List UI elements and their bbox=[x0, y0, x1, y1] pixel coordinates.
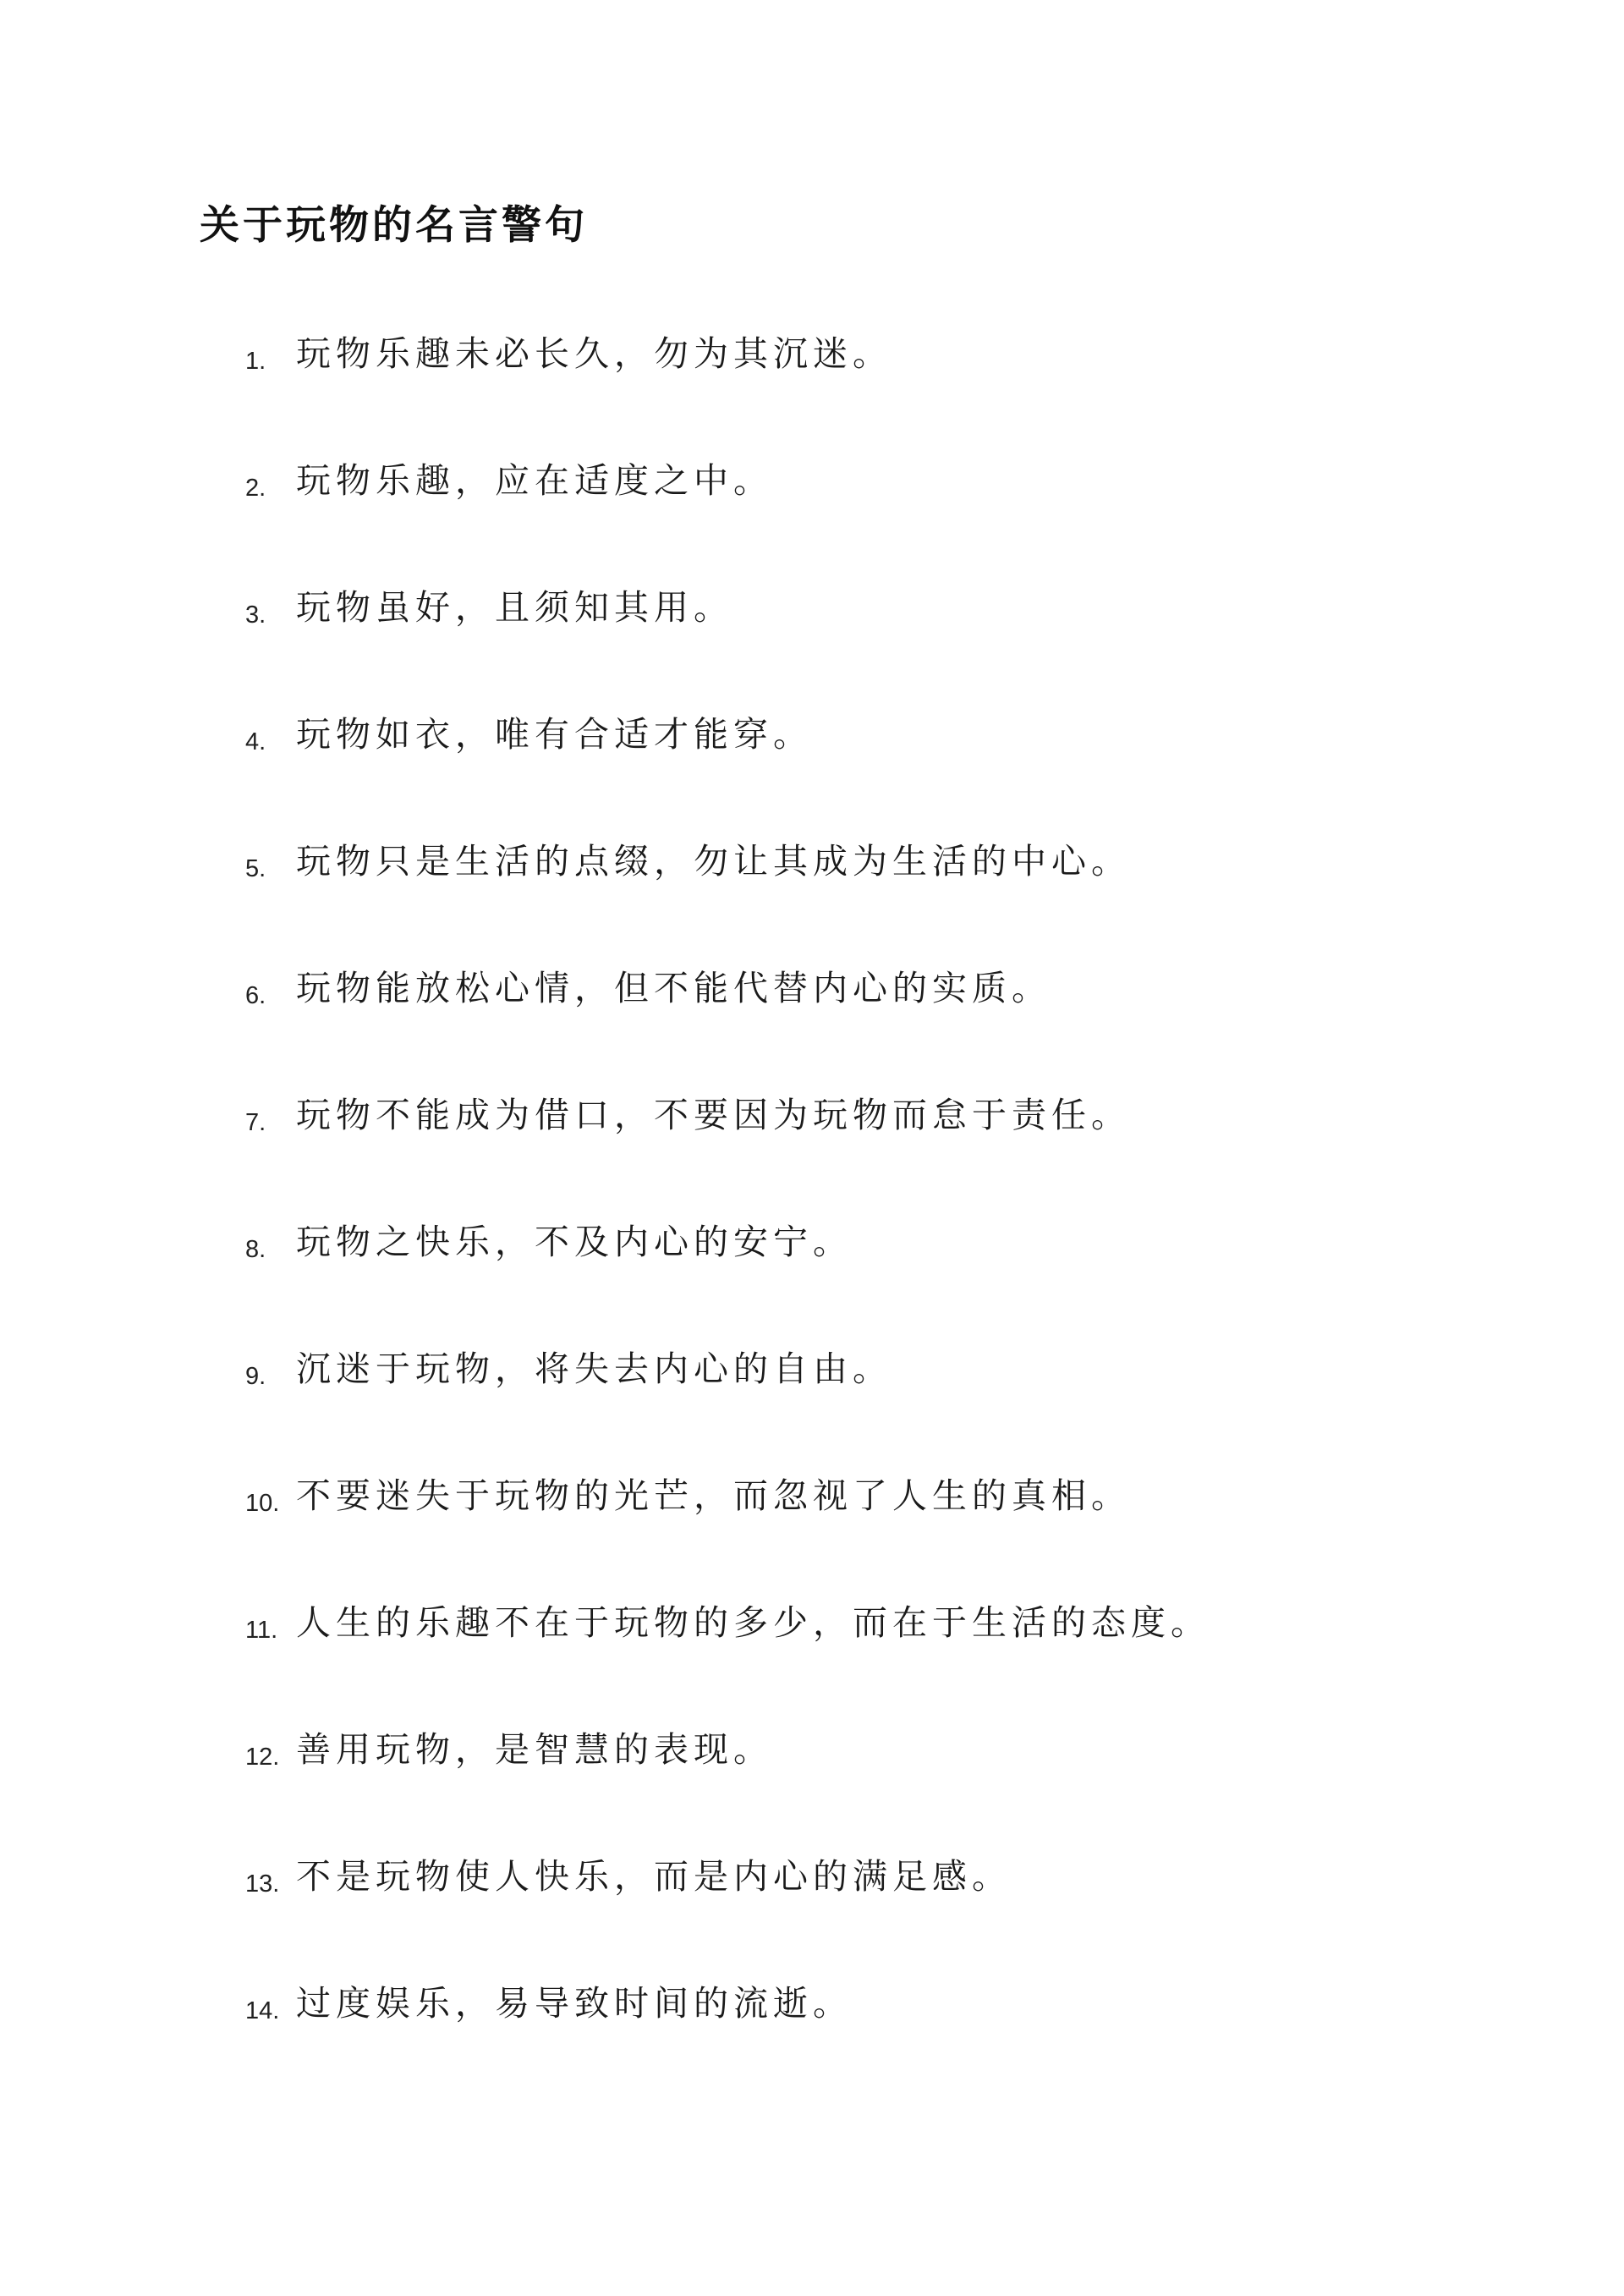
quote-item bbox=[245, 1719, 1429, 1778]
quote-number: 13. bbox=[245, 1870, 280, 1898]
quote-text: 不要迷失于玩物的光芒，而忽视了人生的真相。 bbox=[296, 1475, 1131, 1516]
quote-text: 不是玩物使人快乐，而是内心的满足感。 bbox=[296, 1856, 1012, 1897]
quote-text: 善用玩物，是智慧的表现。 bbox=[296, 1729, 773, 1770]
quote-number: 3. bbox=[245, 601, 266, 629]
quote-text: 沉迷于玩物，将失去内心的自由。 bbox=[296, 1348, 892, 1389]
quote-text: 玩物之快乐，不及内心的安宁。 bbox=[296, 1222, 853, 1262]
quote-item bbox=[245, 1592, 1429, 1651]
quote-text: 玩物如衣，唯有合适才能穿。 bbox=[296, 714, 813, 755]
quote-number: 1. bbox=[245, 348, 266, 375]
quote-item bbox=[245, 323, 1429, 382]
quote-item bbox=[245, 1973, 1429, 2032]
quote-item bbox=[245, 577, 1429, 636]
quote-number: 4. bbox=[245, 728, 266, 755]
quote-number: 14. bbox=[245, 1997, 280, 2024]
quote-item bbox=[245, 704, 1429, 763]
quote-item bbox=[245, 1211, 1429, 1271]
quote-text: 人生的乐趣不在于玩物的多少，而在于生活的态度。 bbox=[296, 1602, 1210, 1643]
quote-item bbox=[245, 958, 1429, 1017]
quote-number: 2. bbox=[245, 475, 266, 502]
quote-item bbox=[245, 450, 1429, 509]
quote-number: 5. bbox=[245, 855, 266, 882]
quote-text: 玩物虽好，且须知其用。 bbox=[296, 587, 733, 628]
quote-text: 玩物只是生活的点缀，勿让其成为生活的中心。 bbox=[296, 841, 1131, 882]
quote-item bbox=[245, 1846, 1429, 1905]
quote-item bbox=[245, 1465, 1429, 1524]
quote-number: 8. bbox=[245, 1236, 266, 1263]
quote-text: 过度娱乐，易导致时间的流逝。 bbox=[296, 1983, 853, 2024]
quote-item bbox=[245, 1085, 1429, 1144]
quote-number: 11. bbox=[245, 1617, 278, 1644]
quote-text: 玩物乐趣未必长久，勿为其沉迷。 bbox=[296, 333, 892, 374]
quote-text: 玩物乐趣，应在适度之中。 bbox=[296, 460, 773, 501]
document-title: 关于玩物的名言警句 bbox=[200, 202, 588, 249]
quote-item bbox=[245, 1338, 1429, 1398]
quote-number: 9. bbox=[245, 1363, 266, 1390]
quote-number: 12. bbox=[245, 1744, 280, 1771]
quote-text: 玩物能放松心情，但不能代替内心的实质。 bbox=[296, 968, 1051, 1008]
quote-text: 玩物不能成为借口，不要因为玩物而怠于责任。 bbox=[296, 1095, 1131, 1135]
quote-item bbox=[245, 831, 1429, 890]
quote-number: 6. bbox=[245, 982, 266, 1009]
quote-number: 10. bbox=[245, 1490, 280, 1517]
quote-number: 7. bbox=[245, 1109, 266, 1136]
